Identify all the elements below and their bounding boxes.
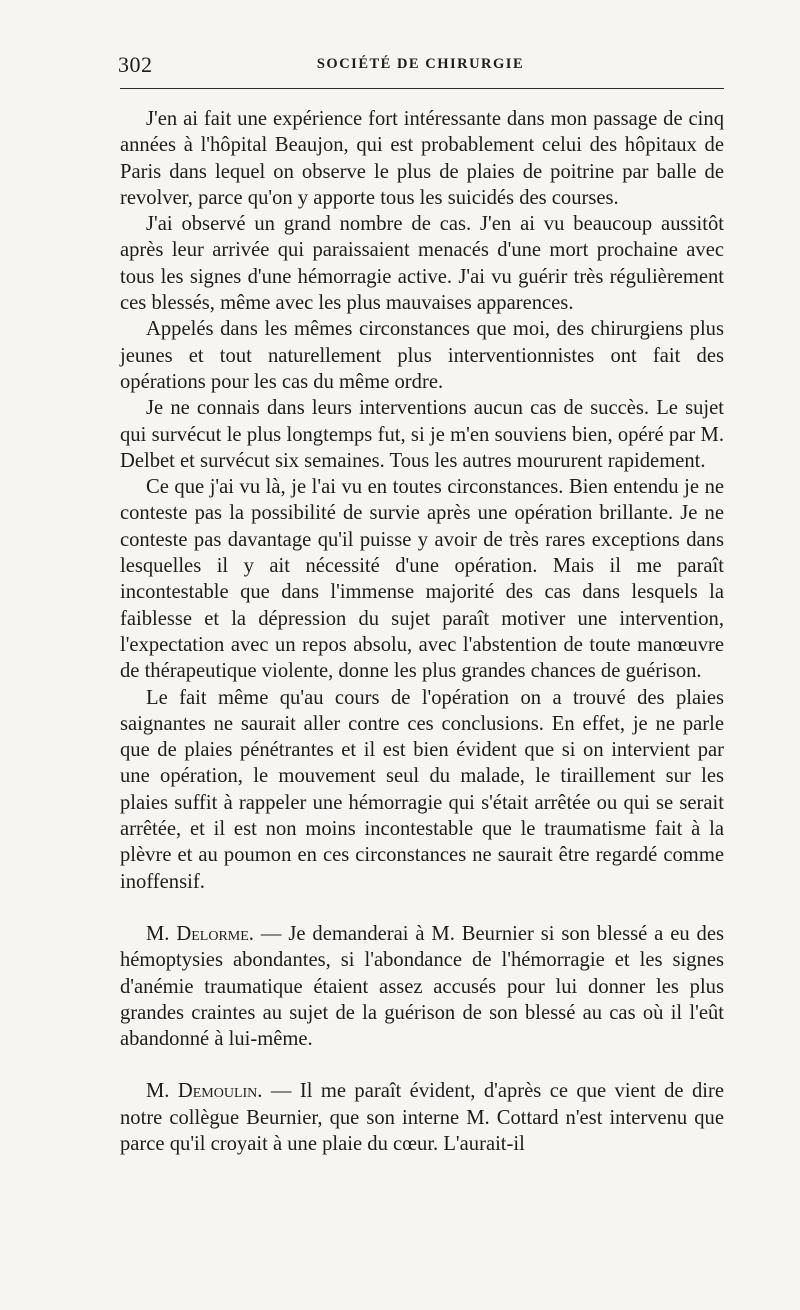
paragraph: Je ne connais dans leurs interventions aucun cas de succès. Le sujet qui survécut le plus longtemps fut, si je m'en souviens bien, opéré par M. Delbet et survécut six semaines. Tous les autres moururent rapidement. [120,397,724,472]
intervention-text: — Il me paraît évident, d'après ce que vient de dire notre collègue Beurnier, que son interne M. Cottard n'est intervenu que parce qu'il croyait à une plaie du cœur. L'aurait-il [120,1080,724,1155]
intervention-text: — Je demanderai à M. Beurnier si son blessé a eu des hémoptysies abondantes, si l'abondance de l'hémorragie et les signes d'anémie traumatique étaient assez accusés pour lui donner les plus grandes craintes au sujet de la guérison de son blessé au cas où il l'eût abandonné à lui-même. [120,922,724,1051]
body-text [120,106,724,1157]
running-title: SOCIÉTÉ DE CHIRURGIE [316,56,525,72]
paragraph: J'ai observé un grand nombre de cas. J'en ai vu beaucoup aussitôt après leur arrivée qui paraissaient menacés d'une mort prochaine avec tous les signes d'une hémorragie active. J'ai vu guérir très régulièrement ces blessés, même avec les plus mauvaises apparences. [120,213,724,315]
paragraph: Le fait même qu'au cours de l'opération on a trouvé des plaies saignantes ne saurait aller contre ces conclusions. En effet, je ne parle que de plaies pénétrantes et il est bien évident que si on intervient par une opération, le mouvement seul du malade, le tiraillement sur les plaies suffit à rappeler une hémorragie qui s'était arrêtée ou qui se serait arrêtée, et il est non moins incontestable que le traumatisme fait à la plèvre et au poumon en ces circonstances ne saurait être regardé comme inoffensif. [120,686,724,893]
page-number: 302 [118,52,153,77]
paragraph: Appelés dans les mêmes circonstances que moi, des chirurgiens plus jeunes et tout naturellement plus interventionnistes ont fait des opérations pour les cas du même ordre. [120,318,724,393]
intervention-delorme [120,921,724,1052]
page-header [118,52,723,76]
paragraph: Ce que j'ai vu là, je l'ai vu en toutes circonstances. Bien entendu je ne conteste pas la possibilité de survie après une opération brillante. Je ne conteste pas davantage qu'il puisse y avoir de très rares exceptions dans lesquelles il y ait nécessité d'une opération. Mais il me paraît incontestable que dans l'immense majorité des cas dans lesquels la faiblesse et la dépression du sujet paraît motiver une intervention, l'expectation avec un repos absolu, avec l'abstention de toute manœuvre de thérapeutique violente, donne les plus grandes chances de guérison. [120,476,724,683]
intervention-demoulin [120,1078,724,1157]
paragraph: J'en ai fait une expérience fort intéressante dans mon passage de cinq années à l'hôpital Beaujon, qui est probablement celui des hôpitaux de Paris dans lequel on observe le plus de plaies de poitrine par balle de revolver, parce qu'on y apporte tous les suicidés des courses. [120,108,724,209]
speaker-name: M. Demoulin. [146,1080,263,1103]
speaker-name: M. Delorme. [146,922,254,945]
header-rule [120,88,724,89]
